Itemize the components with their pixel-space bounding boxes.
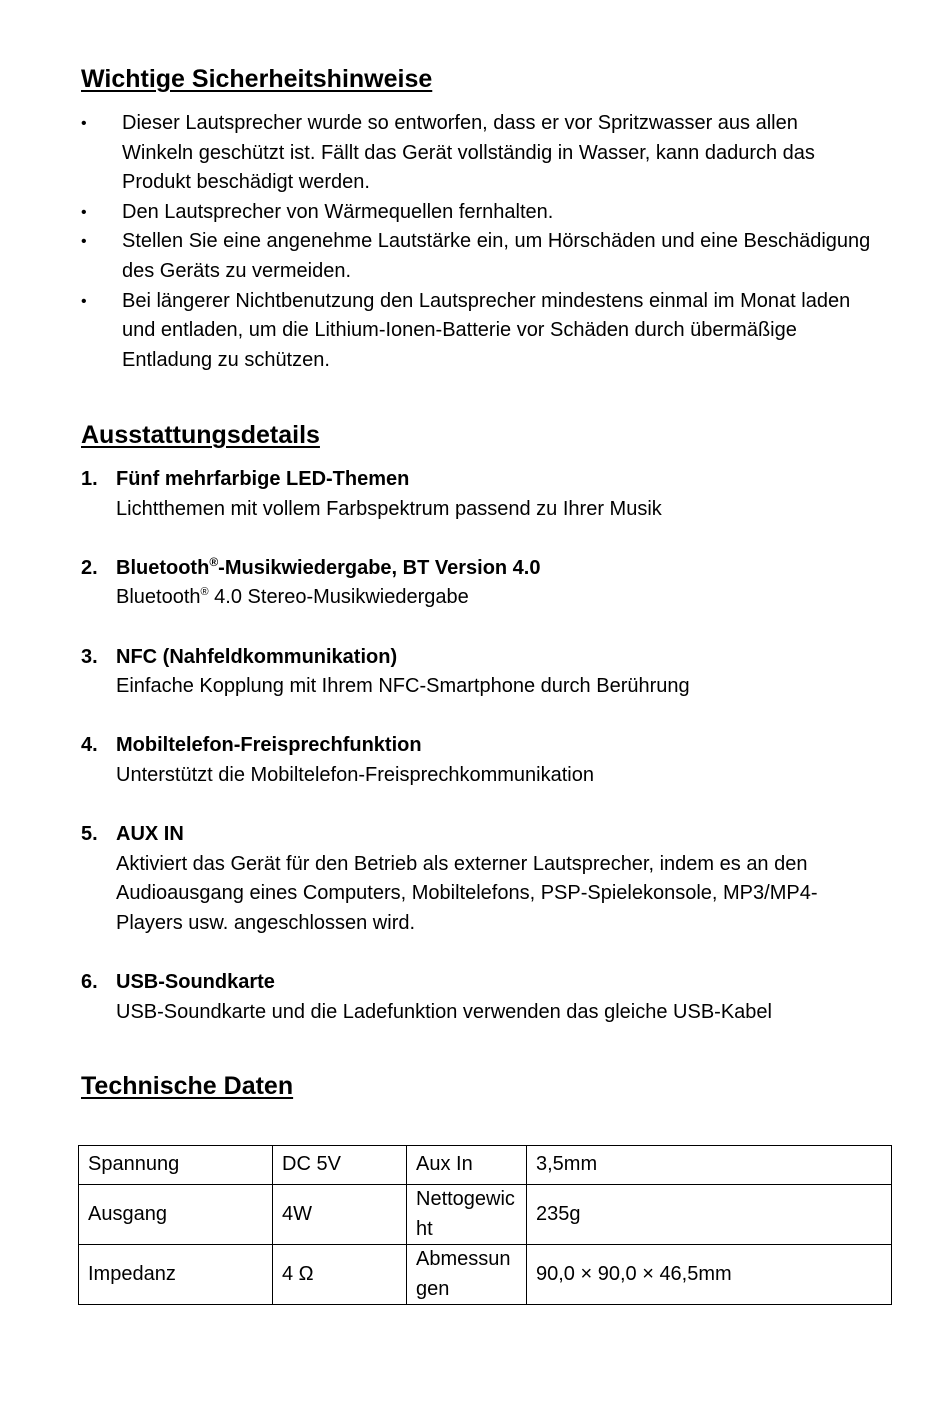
spec-label: Spannung	[79, 1146, 273, 1185]
table-row	[79, 1185, 892, 1245]
spec-label: Abmessungen	[407, 1245, 527, 1305]
feature-description	[116, 583, 871, 613]
spec-label: Impedanz	[79, 1245, 273, 1305]
feature-title: USB-Soundkarte	[116, 971, 275, 994]
feature-description: Unterstützt die Mobiltelefon-Freisprechkommunikation	[116, 763, 594, 786]
safety-heading: Wichtige Sicherheitshinweise	[81, 65, 433, 93]
registered-mark: ®	[209, 554, 219, 569]
feature-description: Aktiviert das Gerät für den Betrieb als externer Lautsprecher, indem es an den Audioausgang eines Computers, Mobiltelefons, PSP-Spielekonsole, MP3/MP4-Players usw. angeschlossen wird.	[116, 852, 818, 934]
feature-number: 2.	[81, 556, 98, 579]
safety-item-text: Dieser Lautsprecher wurde so entworfen, dass er vor Spritzwasser aus allen Winkeln geschützt ist. Fällt das Gerät vollständig in Wasser, kann dadurch das Produkt beschädigt werden.	[122, 112, 815, 194]
safety-item-text: Den Lautsprecher von Wärmequellen fernhalten.	[122, 200, 554, 223]
feature-title-prefix: Bluetooth	[116, 556, 210, 579]
feature-description: Einfache Kopplung mit Ihrem NFC-Smartphone durch Berührung	[116, 675, 690, 698]
feature-title	[116, 554, 871, 584]
spec-value: 235g	[527, 1185, 892, 1245]
spec-label: Ausgang	[79, 1185, 273, 1245]
list-item	[81, 820, 871, 938]
feature-description: Lichtthemen mit vollem Farbspektrum passend zu Ihrer Musik	[116, 497, 662, 520]
list-item	[81, 109, 871, 198]
bullet-icon: •	[81, 203, 87, 221]
feature-title: Mobiltelefon-Freisprechfunktion	[116, 734, 422, 757]
registered-mark: ®	[200, 586, 209, 599]
features-heading: Ausstattungsdetails	[81, 421, 320, 449]
feature-title: NFC (Nahfeldkommunikation)	[116, 645, 398, 668]
spec-value: 4W	[273, 1185, 407, 1245]
spec-value: 4 Ω	[273, 1245, 407, 1305]
list-item	[81, 731, 871, 790]
feature-desc-suffix: 4.0 Stereo-Musikwiedergabe	[208, 586, 469, 609]
feature-number: 5.	[81, 823, 98, 846]
feature-number: 6.	[81, 971, 98, 994]
spec-value: 3,5mm	[527, 1146, 892, 1185]
feature-title: AUX IN	[116, 823, 184, 846]
safety-item-text: Bei längerer Nichtbenutzung den Lautsprecher mindestens einmal im Monat laden und entladen, um die Lithium-Ionen-Batterie vor Schäden durch übermäßige Entladung zu schützen.	[122, 289, 851, 371]
spec-value: 90,0 × 90,0 × 46,5mm	[527, 1245, 892, 1305]
list-item	[81, 198, 871, 228]
spec-value: DC 5V	[273, 1146, 407, 1185]
safety-item-text: Stellen Sie eine angenehme Lautstärke ein, um Hörschäden und eine Beschädigung des Geräts zu vermeiden.	[122, 230, 871, 282]
list-item	[81, 643, 871, 702]
feature-number: 3.	[81, 645, 98, 668]
feature-number: 4.	[81, 734, 98, 757]
list-item	[81, 227, 871, 286]
feature-title: Fünf mehrfarbige LED-Themen	[116, 468, 410, 490]
table-row	[79, 1245, 892, 1305]
list-item	[81, 465, 871, 524]
feature-title-suffix: -Musikwiedergabe, BT Version 4.0	[218, 556, 541, 579]
list-item	[81, 554, 871, 613]
bullet-icon: •	[81, 115, 87, 132]
list-item	[81, 287, 871, 376]
spec-label: Nettogewicht	[407, 1185, 527, 1245]
feature-desc-prefix: Bluetooth	[116, 586, 201, 609]
table-row	[79, 1146, 892, 1185]
list-item	[81, 968, 871, 1027]
feature-description: USB-Soundkarte und die Ladefunktion verwenden das gleiche USB-Kabel	[116, 1000, 772, 1023]
spec-label: Aux In	[407, 1146, 527, 1185]
features-list	[81, 465, 871, 1057]
safety-list	[81, 109, 871, 375]
specs-table	[78, 1145, 892, 1305]
bullet-icon: •	[81, 233, 87, 251]
specs-heading: Technische Daten	[81, 1072, 294, 1100]
feature-number: 1.	[81, 468, 98, 490]
bullet-icon: •	[81, 292, 87, 310]
